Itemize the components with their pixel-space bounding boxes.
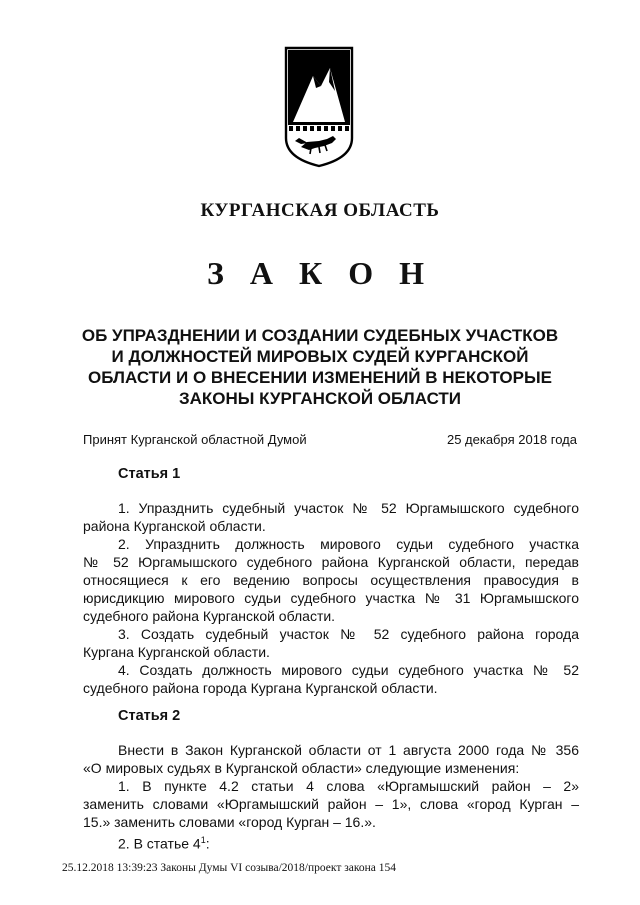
article-1-line: судебного района Курганской области. xyxy=(83,608,336,624)
article-2-line: «О мировых судьях в Курганской области» следующие изменения: xyxy=(83,760,520,776)
article-1-line: 2. Упразднить должность мирового судьи судебного участка xyxy=(118,536,579,552)
adoption-date: 25 декабря 2018 года xyxy=(446,432,577,447)
law-title xyxy=(60,325,580,409)
coat-of-arms-icon xyxy=(283,46,355,168)
law-title-line: ЗАКОНЫ КУРГАНСКОЙ ОБЛАСТИ xyxy=(178,389,462,408)
article-1-line: Кургана Курганской области. xyxy=(83,644,270,660)
article-1-heading: Статья 1 xyxy=(118,466,181,482)
footer-stamp: 25.12.2018 13:39:23 Законы Думы VI созыва/2018/проект закона 154 xyxy=(62,862,397,874)
article-1-line: юрисдикцию мирового судьи судебного участка № 31 Юргамышского xyxy=(83,590,579,606)
document-type: З А К О Н xyxy=(207,255,433,291)
article-2-line: 15.» заменить словами «город Курган – 16.». xyxy=(83,814,376,830)
article-1-line: 1. Упразднить судебный участок № 52 Юргамышского судебного xyxy=(118,500,579,516)
adopted-by: Принят Курганской областной Думой xyxy=(83,432,307,447)
article-1-line: судебного района города Кургана Курганской области. xyxy=(83,680,438,696)
article-2-heading: Статья 2 xyxy=(118,708,181,724)
law-title-line: ОБ УПРАЗДНЕНИИ И СОЗДАНИИ СУДЕБНЫХ УЧАСТКОВ xyxy=(81,326,559,345)
article-2-last-line: 2. В статье 4 xyxy=(118,835,201,852)
superscript: 1 xyxy=(200,835,206,845)
article-1-line: района Курганской области. xyxy=(83,518,266,534)
colon: : xyxy=(205,835,210,852)
article-2-line: Внести в Закон Курганской области от 1 августа 2000 года № 356 xyxy=(118,742,579,758)
article-2-line xyxy=(83,831,579,853)
law-title-line: И ДОЛЖНОСТЕЙ МИРОВЫХ СУДЕЙ КУРГАНСКОЙ xyxy=(111,347,529,366)
article-1-body xyxy=(83,499,579,697)
article-1-line: 3. Создать судебный участок № 52 судебного района города xyxy=(118,626,579,642)
region-name: КУРГАНСКАЯ ОБЛАСТЬ xyxy=(200,200,440,221)
law-title-line: ОБЛАСТИ И О ВНЕСЕНИИ ИЗМЕНЕНИЙ В НЕКОТОРЫЕ xyxy=(88,368,552,387)
article-1-line: относящиеся к его ведению вопросы осуществления правосудия в xyxy=(83,572,579,588)
adoption-line xyxy=(83,432,577,447)
article-1-line: 4. Создать должность мирового судьи судебного участка № 52 xyxy=(118,662,579,678)
article-2-line: 1. В пункте 4.2 статьи 4 слова «Юргамышский район – 2» xyxy=(118,778,579,794)
article-2-body xyxy=(83,741,579,853)
article-1-line: № 52 Юргамышского судебного района Курганской области, передав xyxy=(83,554,579,570)
article-2-line: заменить словами «Юргамышский район – 1», слова «город Курган – xyxy=(83,796,579,812)
